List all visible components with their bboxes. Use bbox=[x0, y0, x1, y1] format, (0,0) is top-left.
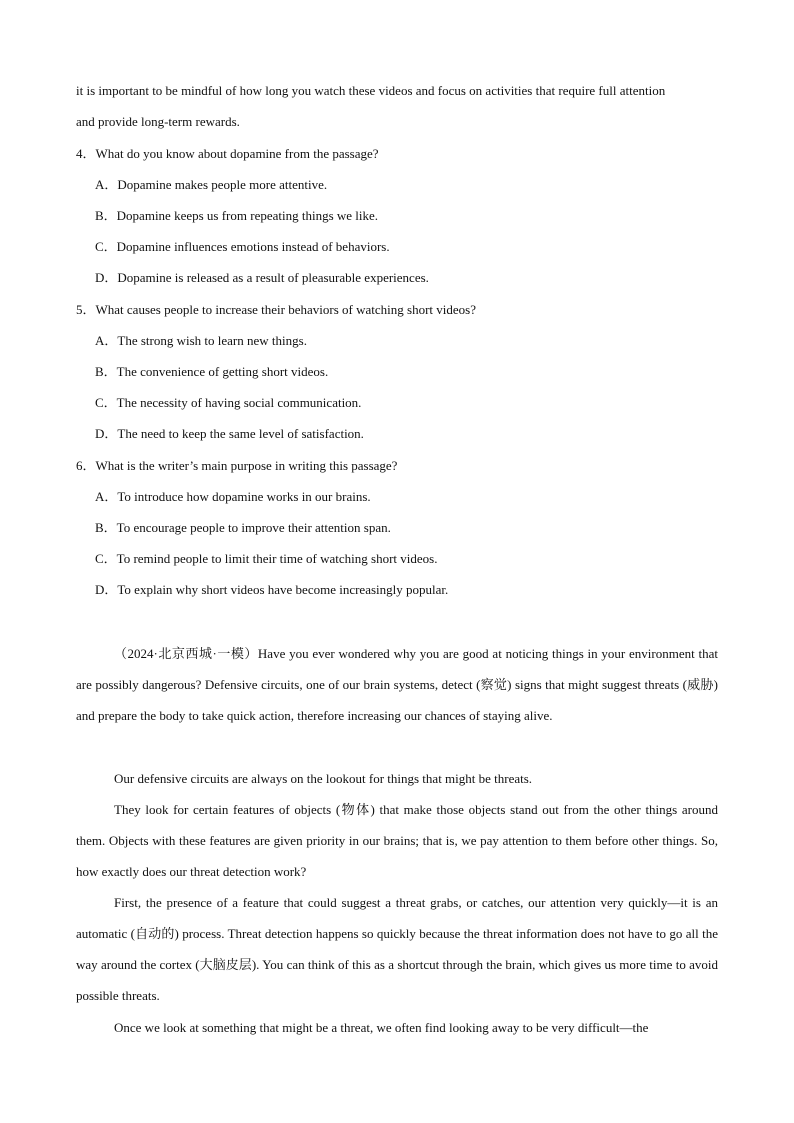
passage-paragraph-1: （2024·北京西城·一模）Have you ever wondered why you are good at noticing things in your environment that are possibly dangerous? Defensive circuits, one of our brain systems, detect (察觉) signs that might suggest threats (威胁) and prepare the body to take quick action, therefore increasing our chances of staying alive. bbox=[76, 646, 718, 723]
question-4-option-d: D．Dopamine is released as a result of pleasurable experiences. bbox=[95, 270, 429, 285]
question-6-stem: 6．What is the writer’s main purpose in writing this passage? bbox=[76, 458, 398, 473]
question-5-option-b: B．The convenience of getting short videos. bbox=[95, 364, 329, 379]
question-5-option-a: A．The strong wish to learn new things. bbox=[95, 333, 307, 348]
question-6-option-c: C．To remind people to limit their time of watching short videos. bbox=[95, 551, 438, 566]
question-6-option-a: A．To introduce how dopamine works in our brains. bbox=[95, 489, 371, 504]
intro-line-1: it is important to be mindful of how long you watch these videos and focus on activities that require full attention bbox=[76, 83, 666, 98]
question-4-option-b: B．Dopamine keeps us from repeating things we like. bbox=[95, 208, 379, 223]
question-4-stem: 4．What do you know about dopamine from the passage? bbox=[76, 146, 379, 161]
intro-line-2: and provide long-term rewards. bbox=[76, 114, 240, 129]
question-5-option-d: D．The need to keep the same level of satisfaction. bbox=[95, 426, 364, 441]
passage-paragraph-3: They look for certain features of objects (物体) that make those objects stand out from the other things around them. Objects with these features are given priority in our brains; that is, we pay attention to them before other things. So, how exactly does our threat detection work? bbox=[76, 802, 718, 879]
passage-paragraph-4: First, the presence of a feature that could suggest a threat grabs, or catches, our attention very quickly—it is an automatic (自动的) process. Threat detection happens so quickly because the threat information does not have to go all the way around the cortex (大脑皮层). You can think of this as a shortcut through the brain, which gives us more time to avoid possible threats. bbox=[76, 895, 718, 1003]
passage-paragraph-2: Our defensive circuits are always on the lookout for things that might be threats. bbox=[114, 771, 533, 786]
question-4-option-a: A．Dopamine makes people more attentive. bbox=[95, 177, 328, 192]
question-6-option-b: B．To encourage people to improve their attention span. bbox=[95, 520, 391, 535]
question-5-option-c: C．The necessity of having social communication. bbox=[95, 395, 362, 410]
question-5-stem: 5．What causes people to increase their behaviors of watching short videos? bbox=[76, 302, 476, 317]
question-6-option-d: D．To explain why short videos have become increasingly popular. bbox=[95, 582, 449, 597]
passage-paragraph-5: Once we look at something that might be a threat, we often find looking away to be very difficult—the bbox=[114, 1020, 649, 1035]
question-4-option-c: C．Dopamine influences emotions instead of behaviors. bbox=[95, 239, 390, 254]
